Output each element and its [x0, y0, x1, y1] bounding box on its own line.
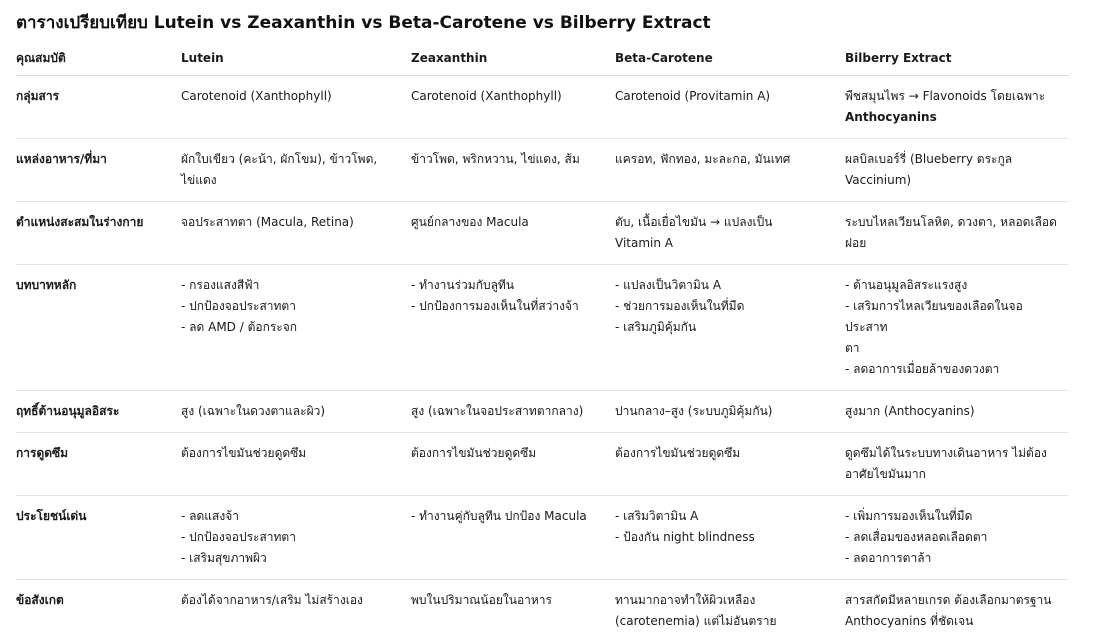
cell-line: ผลบิลเบอร์รี่ (Blueberry ตระกูล Vaccinium): [845, 149, 1059, 191]
cell-lutein: [181, 139, 411, 202]
table-row: [16, 139, 1069, 202]
cell-line: ศูนย์กลางของ Macula: [411, 212, 605, 233]
cell-line: ระบบไหลเวียนโลหิต, ดวงตา, หลอดเลือด: [845, 212, 1059, 233]
cell-lutein: [181, 202, 411, 265]
header-beta-carotene: Beta-Carotene: [615, 42, 845, 76]
row-feature-label: การดูดซึม: [16, 433, 181, 496]
row-feature-label: ข้อสังเกต: [16, 580, 181, 642]
cell-bilberry: [845, 496, 1069, 580]
table-row: [16, 496, 1069, 580]
cell-line: ต้องการไขมันช่วยดูดซึม: [411, 443, 605, 464]
cell-line: ข้าวโพด, พริกหวาน, ไข่แดง, ส้ม: [411, 149, 605, 170]
table-row: [16, 202, 1069, 265]
cell-line: ต้องการไขมันช่วยดูดซึม: [615, 443, 835, 464]
cell-zeaxanthin: [411, 433, 615, 496]
cell-lutein: [181, 76, 411, 139]
cell-line: - ทำงานคู่กับลูทีน ปกป้อง Macula: [411, 506, 605, 527]
table-body: [16, 76, 1069, 642]
cell-line: สูงมาก (Anthocyanins): [845, 401, 1059, 422]
cell-zeaxanthin: [411, 139, 615, 202]
cell-line: ปานกลาง–สูง (ระบบภูมิคุ้มกัน): [615, 401, 835, 422]
cell-line: - ปกป้องจอประสาทตา: [181, 296, 401, 317]
page-title: ตารางเปรียบเทียบ Lutein vs Zeaxanthin vs Beta-Carotene vs Bilberry Extract: [16, 10, 1097, 36]
cell-line: - ลดอาการเมื่อยล้าของดวงตา: [845, 359, 1059, 380]
cell-line: พบในปริมาณน้อยในอาหาร: [411, 590, 605, 611]
cell-beta-carotene: [615, 580, 845, 642]
cell-line: - ลด AMD / ต้อกระจก: [181, 317, 401, 338]
cell-line: แครอท, ฟักทอง, มะละกอ, มันเทศ: [615, 149, 835, 170]
header-bilberry: Bilberry Extract: [845, 42, 1069, 76]
cell-line: - ช่วยการมองเห็นในที่มืด: [615, 296, 835, 317]
cell-lutein: [181, 580, 411, 642]
cell-line: - ลดเสื่อมของหลอดเลือดตา: [845, 527, 1059, 548]
cell-line: ต้องได้จากอาหาร/เสริม ไม่สร้างเอง: [181, 590, 401, 611]
cell-line: ตับ, เนื้อเยื่อไขมัน → แปลงเป็น: [615, 212, 835, 233]
cell-zeaxanthin: [411, 202, 615, 265]
cell-line: จอประสาทตา (Macula, Retina): [181, 212, 401, 233]
cell-line: พืชสมุนไพร → Flavonoids โดยเฉพาะ: [845, 86, 1059, 107]
cell-line: - กรองแสงสีฟ้า: [181, 275, 401, 296]
cell-line: Carotenoid (Xanthophyll): [411, 86, 605, 107]
table-row: [16, 433, 1069, 496]
table-row: [16, 391, 1069, 433]
cell-beta-carotene: [615, 202, 845, 265]
cell-beta-carotene: [615, 496, 845, 580]
cell-line: Carotenoid (Xanthophyll): [181, 86, 401, 107]
cell-line: - ทำงานร่วมกับลูทีน: [411, 275, 605, 296]
cell-lutein: [181, 391, 411, 433]
cell-line: อาศัยไขมันมาก: [845, 464, 1059, 485]
row-feature-label: ตำแหน่งสะสมในร่างกาย: [16, 202, 181, 265]
cell-line: - ปกป้องจอประสาทตา: [181, 527, 401, 548]
cell-line: - เพิ่มการมองเห็นในที่มืด: [845, 506, 1059, 527]
cell-line: - ป้องกัน night blindness: [615, 527, 835, 548]
cell-line: - เสริมการไหลเวียนของเลือดในจอประสาท: [845, 296, 1059, 338]
cell-beta-carotene: [615, 76, 845, 139]
cell-line: Carotenoid (Provitamin A): [615, 86, 835, 107]
cell-zeaxanthin: [411, 496, 615, 580]
cell-bilberry: [845, 76, 1069, 139]
header-feature: คุณสมบัติ: [16, 42, 181, 76]
cell-line: ดูดซึมได้ในระบบทางเดินอาหาร ไม่ต้อง: [845, 443, 1059, 464]
cell-line-bold: Anthocyanins: [845, 107, 1059, 128]
cell-line: ตา: [845, 338, 1059, 359]
cell-line: Anthocyanins ที่ชัดเจน: [845, 611, 1059, 632]
cell-bilberry: [845, 433, 1069, 496]
cell-zeaxanthin: [411, 391, 615, 433]
cell-line: - ต้านอนุมูลอิสระแรงสูง: [845, 275, 1059, 296]
cell-line: - แปลงเป็นวิตามิน A: [615, 275, 835, 296]
cell-bilberry: [845, 391, 1069, 433]
cell-line: ผักใบเขียว (คะน้า, ผักโขม), ข้าวโพด,: [181, 149, 401, 170]
cell-beta-carotene: [615, 433, 845, 496]
table-row: [16, 76, 1069, 139]
cell-line: สารสกัดมีหลายเกรด ต้องเลือกมาตรฐาน: [845, 590, 1059, 611]
cell-zeaxanthin: [411, 265, 615, 391]
comparison-table: [16, 42, 1069, 642]
cell-line: - เสริมภูมิคุ้มกัน: [615, 317, 835, 338]
cell-beta-carotene: [615, 139, 845, 202]
cell-line: - ลดอาการตาล้า: [845, 548, 1059, 569]
cell-line: (carotenemia) แต่ไม่อันตราย: [615, 611, 835, 632]
cell-line: - ลดแสงจ้า: [181, 506, 401, 527]
cell-bilberry: [845, 202, 1069, 265]
row-feature-label: ฤทธิ์ต้านอนุมูลอิสระ: [16, 391, 181, 433]
cell-line: ฝอย: [845, 233, 1059, 254]
cell-line: ต้องการไขมันช่วยดูดซึม: [181, 443, 401, 464]
cell-line: สูง (เฉพาะในจอประสาทตากลาง): [411, 401, 605, 422]
cell-line: - เสริมสุขภาพผิว: [181, 548, 401, 569]
cell-line: Vitamin A: [615, 233, 835, 254]
cell-line: - เสริมวิตามิน A: [615, 506, 835, 527]
cell-bilberry: [845, 139, 1069, 202]
header-row: [16, 42, 1069, 76]
cell-lutein: [181, 265, 411, 391]
cell-line: ทานมากอาจทำให้ผิวเหลือง: [615, 590, 835, 611]
cell-lutein: [181, 433, 411, 496]
header-lutein: Lutein: [181, 42, 411, 76]
cell-zeaxanthin: [411, 580, 615, 642]
cell-line: - ปกป้องการมองเห็นในที่สว่างจ้า: [411, 296, 605, 317]
header-zeaxanthin: Zeaxanthin: [411, 42, 615, 76]
cell-beta-carotene: [615, 391, 845, 433]
cell-beta-carotene: [615, 265, 845, 391]
cell-bilberry: [845, 580, 1069, 642]
row-feature-label: แหล่งอาหาร/ที่มา: [16, 139, 181, 202]
cell-line: ไข่แดง: [181, 170, 401, 191]
row-feature-label: ประโยชน์เด่น: [16, 496, 181, 580]
cell-bilberry: [845, 265, 1069, 391]
table-row: [16, 580, 1069, 642]
cell-zeaxanthin: [411, 76, 615, 139]
cell-line: สูง (เฉพาะในดวงตาและผิว): [181, 401, 401, 422]
row-feature-label: บทบาทหลัก: [16, 265, 181, 391]
row-feature-label: กลุ่มสาร: [16, 76, 181, 139]
cell-lutein: [181, 496, 411, 580]
table-row: [16, 265, 1069, 391]
